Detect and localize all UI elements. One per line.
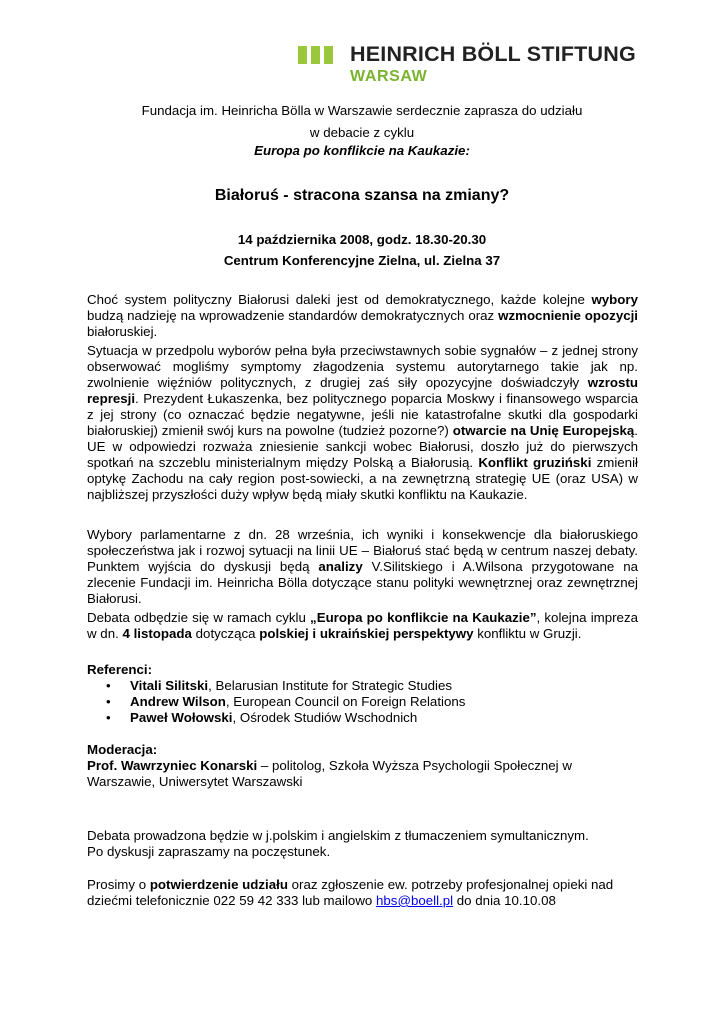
moderator-description: – politolog, Szkoła Wyższa Psychologii Społecznej w Warszawie, Uniwersytet Warszawski <box>87 758 572 789</box>
bold-text: wybory <box>591 292 638 307</box>
event-venue: Centrum Konferencyjne Zielna, ul. Zielna 37 <box>223 253 501 268</box>
bold-text: wzmocnienie opozycji <box>498 308 639 323</box>
bold-text: 4 listopada <box>122 626 192 641</box>
text: Prosimy o <box>87 877 150 892</box>
bold-text: polskiej i ukraińskiej perspektywy <box>259 626 474 641</box>
rsvp <box>87 877 638 909</box>
bullet: • <box>106 694 111 709</box>
intro-line-2: w debacie z cyklu <box>309 125 415 140</box>
info-line-1: Debata prowadzona będzie w j.polskim i angielskim z tłumaczeniem symultanicznym. <box>87 828 589 843</box>
moderator-name: Prof. Wawrzyniec Konarski <box>87 758 258 773</box>
text: dotycząca <box>191 626 260 641</box>
bullet: • <box>106 678 111 693</box>
bullet: • <box>106 710 111 725</box>
list-item <box>87 694 638 710</box>
text: Wybory parlamentarne z dn. 28 września, ich wyniki i konsekwencje dla białoruskiego społeczeństwa jak i rozwoj sytuacji na linii UE – Białoruś stać będą w centrum naszej debaty. Punktem wyjścia do dyskusji będą <box>87 527 638 574</box>
page-title: Białoruś - stracona szansa na zmiany? <box>214 187 510 204</box>
event-date: 14 października 2008, godz. 18.30-20.30 <box>237 232 487 247</box>
speaker-affiliation: , Ośrodek Studiów Wschodnich <box>232 710 418 725</box>
list-item <box>87 678 638 694</box>
intro <box>60 103 664 159</box>
email-link[interactable]: hbs@boell.pl <box>376 893 454 908</box>
speaker-affiliation: , European Council on Foreign Relations <box>225 694 466 709</box>
paragraph-4 <box>87 610 638 642</box>
info-line-2: Po dyskusji zapraszamy na poczęstunek. <box>87 844 331 859</box>
text: . UE w odpowiedzi rozważa zniesienie sankcji wobec Białorusi, doszło już do pierwszych spotkań na szczeblu ministerialnym między Polską a Białorusią. <box>87 423 638 470</box>
speaker-name: Andrew Wilson <box>130 694 226 709</box>
text: , kolejna impreza w dn. <box>87 610 638 641</box>
intro-line-1: Fundacja im. Heinricha Bölla w Warszawie serdecznie zaprasza do udziału <box>141 103 583 118</box>
text: Sytuacja w przedpolu wyborów pełna była przeciwstawnych sobie sygnałów – z jednej strony obserwować mogliśmy symptomy złagodzenia systemu autorytarnego takie jak np. zwolnienie więźniów politycznych, z drugiej zaś siły opozycyjne doświadczyły <box>87 343 638 390</box>
body-text <box>87 292 638 909</box>
text: . Prezydent Łukaszenka, bez politycznego poparcia Moskwy i finansowego wsparcia z jej strony (co oznaczać będzie negatywne, jeśli nie katastrofalne skutki dla gospodarki białoruskiej) zmienił swój kurs na powolne (tudzież pozorne?) <box>87 391 638 438</box>
text: oraz zgłoszenie ew. potrzeby profesjonalnej opieki nad dziećmi telefonicznie 022 59 42 333 lub mailowo <box>87 877 614 908</box>
bold-text: wzrostu represji <box>87 375 638 406</box>
text: V.Silitskiego i A.Wilsona przygotowane na zlecenie Fundacji im. Heinricha Bölla dotyczące stanu polityki wewnętrznej oraz zewnętrznej Białorusi. <box>87 559 638 606</box>
text: do dnia 10.10.08 <box>453 893 556 908</box>
heinrich-boell-logo <box>298 44 648 92</box>
paragraph-2 <box>87 343 638 503</box>
bold-text: potwierdzenie udziału <box>149 877 288 892</box>
paragraph-3 <box>87 527 638 607</box>
speakers-list <box>87 678 638 726</box>
moderator <box>87 758 638 790</box>
bold-text: otwarcie na Unię Europejską <box>452 423 635 438</box>
text: białoruskiej. <box>87 324 158 339</box>
paragraph-1 <box>87 292 638 340</box>
speaker-affiliation: , Belarusian Institute for Strategic Studies <box>208 678 452 693</box>
moderation-heading: Moderacja: <box>87 742 158 757</box>
text: Debata odbędzie się w ramach cyklu <box>87 610 311 625</box>
logo-name: HEINRICH BÖLL STIFTUNG <box>350 42 636 66</box>
text: budzą nadzieję na wprowadzenie standardów demokratycznych oraz <box>87 308 499 323</box>
text: konfliktu w Gruzji. <box>473 626 582 641</box>
speaker-name: Paweł Wołowski <box>130 710 233 725</box>
logo-city: WARSAW <box>350 68 428 85</box>
series-name: Europa po konflikcie na Kaukazie: <box>254 143 470 158</box>
speaker-name: Vitali Silitski <box>130 678 209 693</box>
text: zmienił optykę Zachodu na cały region post-sowiecki, a na zewnętrzną strategię UE (oraz USA) w najbliższej przyszłości duży wpływ będą miały skutki konfliktu na Kaukazie. <box>87 455 638 502</box>
text: Choć system polityczny Białorusi daleki jest od demokratycznego, każde kolejne <box>87 292 592 307</box>
bold-text: Konflikt gruziński <box>478 455 592 470</box>
speakers-heading: Referenci: <box>87 662 153 677</box>
bold-text: analizy <box>318 559 363 574</box>
bold-text: „Europa po konflikcie na Kaukazie” <box>310 610 537 625</box>
list-item <box>87 710 638 726</box>
